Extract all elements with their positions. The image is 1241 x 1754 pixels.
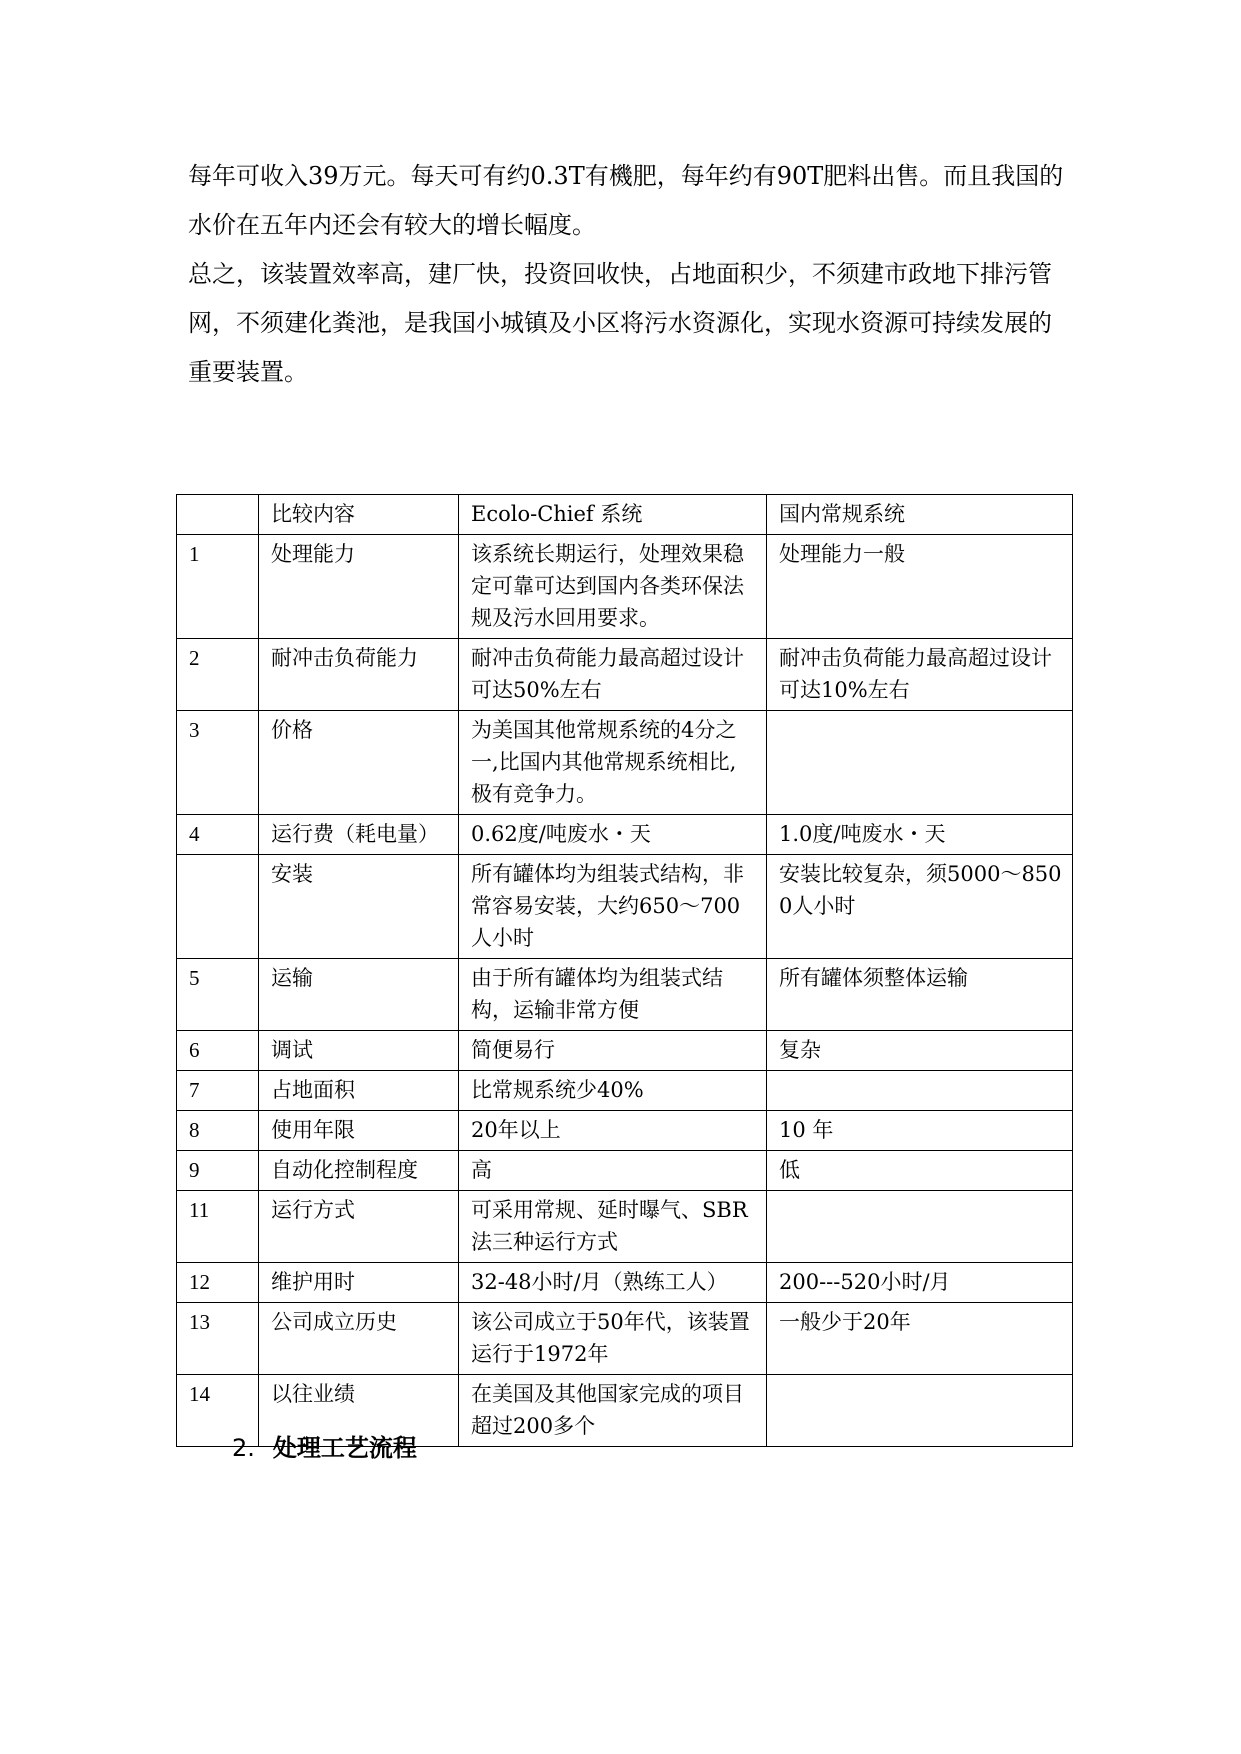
section-title: 处理工艺流程 bbox=[272, 1434, 417, 1462]
body-paragraph: 每年可收入39万元。每天可有约0.3T有機肥，每年约有90T肥料出售。而且我国的水价在五年内还会有较大的增长幅度。 bbox=[188, 162, 1064, 239]
cell-domestic: 200---520小时/月 bbox=[767, 1263, 1073, 1303]
cell-ecolo-chief: 该公司成立于50年代，该装置运行于1972年 bbox=[459, 1303, 767, 1375]
table-row bbox=[177, 959, 1073, 1031]
cell-index: 8 bbox=[177, 1111, 259, 1151]
cell-domestic: 1.0度/吨废水・天 bbox=[767, 815, 1073, 855]
table-row bbox=[177, 1031, 1073, 1071]
table-row bbox=[177, 1191, 1073, 1263]
cell-ecolo-chief: 简便易行 bbox=[459, 1031, 767, 1071]
table-header-row bbox=[177, 495, 1073, 535]
header-cell-ecolo-chief: Ecolo-Chief 系统 bbox=[459, 495, 767, 535]
cell-ecolo-chief: 由于所有罐体均为组装式结构，运输非常方便 bbox=[459, 959, 767, 1031]
cell-ecolo-chief: 该系统长期运行，处理效果稳定可靠可达到国内各类环保法规及污水回用要求。 bbox=[459, 535, 767, 639]
cell-index: 4 bbox=[177, 815, 259, 855]
cell-domestic: 复杂 bbox=[767, 1031, 1073, 1071]
cell-item: 调试 bbox=[259, 1031, 459, 1071]
cell-domestic: 所有罐体须整体运输 bbox=[767, 959, 1073, 1031]
cell-index: 11 bbox=[177, 1191, 259, 1263]
table-row bbox=[177, 1151, 1073, 1191]
header-cell-item: 比较内容 bbox=[259, 495, 459, 535]
cell-ecolo-chief: 比常规系统少40% bbox=[459, 1071, 767, 1111]
cell-domestic bbox=[767, 1071, 1073, 1111]
table-body bbox=[177, 535, 1073, 1447]
cell-domestic: 处理能力一般 bbox=[767, 535, 1073, 639]
header-cell-domestic: 国内常规系统 bbox=[767, 495, 1073, 535]
table-row bbox=[177, 1303, 1073, 1375]
cell-domestic: 10 年 bbox=[767, 1111, 1073, 1151]
cell-item: 耐冲击负荷能力 bbox=[259, 639, 459, 711]
cell-ecolo-chief: 32-48小时/月（熟练工人） bbox=[459, 1263, 767, 1303]
cell-item: 运输 bbox=[259, 959, 459, 1031]
cell-domestic: 耐冲击负荷能力最高超过设计可达10%左右 bbox=[767, 639, 1073, 711]
cell-ecolo-chief: 所有罐体均为组装式结构，非常容易安装，大约650～700人小时 bbox=[459, 855, 767, 959]
table-header bbox=[177, 495, 1073, 535]
cell-index: 14 bbox=[177, 1375, 259, 1447]
cell-ecolo-chief: 高 bbox=[459, 1151, 767, 1191]
cell-item: 使用年限 bbox=[259, 1111, 459, 1151]
cell-item: 以往业绩 bbox=[259, 1375, 459, 1447]
cell-ecolo-chief: 在美国及其他国家完成的项目超过200多个 bbox=[459, 1375, 767, 1447]
cell-index bbox=[177, 855, 259, 959]
cell-ecolo-chief: 可采用常规、延时曝气、SBR法三种运行方式 bbox=[459, 1191, 767, 1263]
cell-domestic bbox=[767, 1191, 1073, 1263]
cell-domestic: 一般少于20年 bbox=[767, 1303, 1073, 1375]
table-row bbox=[177, 815, 1073, 855]
cell-item: 价格 bbox=[259, 711, 459, 815]
cell-index: 5 bbox=[177, 959, 259, 1031]
table-row bbox=[177, 855, 1073, 959]
cell-index: 6 bbox=[177, 1031, 259, 1071]
cell-item: 公司成立历史 bbox=[259, 1303, 459, 1375]
cell-domestic: 低 bbox=[767, 1151, 1073, 1191]
cell-item: 处理能力 bbox=[259, 535, 459, 639]
section-number: 2. bbox=[232, 1434, 255, 1462]
table-row bbox=[177, 1111, 1073, 1151]
cell-domestic bbox=[767, 1375, 1073, 1447]
table-row bbox=[177, 1071, 1073, 1111]
cell-index: 13 bbox=[177, 1303, 259, 1375]
cell-ecolo-chief: 耐冲击负荷能力最高超过设计可达50%左右 bbox=[459, 639, 767, 711]
cell-index: 12 bbox=[177, 1263, 259, 1303]
cell-ecolo-chief: 20年以上 bbox=[459, 1111, 767, 1151]
cell-domestic: 安装比较复杂，须5000～8500人小时 bbox=[767, 855, 1073, 959]
body-paragraph: 总之，该装置效率高，建厂快，投资回收快，占地面积少，不须建市政地下排污管网，不须建化粪池，是我国小城镇及小区将污水资源化，实现水资源可持续发展的重要装置。 bbox=[188, 260, 1052, 386]
cell-index: 7 bbox=[177, 1071, 259, 1111]
table-row bbox=[177, 535, 1073, 639]
cell-item: 占地面积 bbox=[259, 1071, 459, 1111]
table-row bbox=[177, 1263, 1073, 1303]
cell-domestic bbox=[767, 711, 1073, 815]
cell-index: 1 bbox=[177, 535, 259, 639]
cell-item: 自动化控制程度 bbox=[259, 1151, 459, 1191]
cell-ecolo-chief: 为美国其他常规系统的4分之一,比国内其他常规系统相比,极有竞争力。 bbox=[459, 711, 767, 815]
header-cell-index bbox=[177, 495, 259, 535]
cell-index: 3 bbox=[177, 711, 259, 815]
cell-index: 9 bbox=[177, 1151, 259, 1191]
cell-index: 2 bbox=[177, 639, 259, 711]
table-row bbox=[177, 639, 1073, 711]
cell-item: 安装 bbox=[259, 855, 459, 959]
cell-item: 运行方式 bbox=[259, 1191, 459, 1263]
comparison-table bbox=[176, 494, 1073, 1447]
cell-item: 运行费（耗电量） bbox=[259, 815, 459, 855]
cell-item: 维护用时 bbox=[259, 1263, 459, 1303]
cell-ecolo-chief: 0.62度/吨废水・天 bbox=[459, 815, 767, 855]
section-heading bbox=[232, 1428, 417, 1463]
table-row bbox=[177, 711, 1073, 815]
